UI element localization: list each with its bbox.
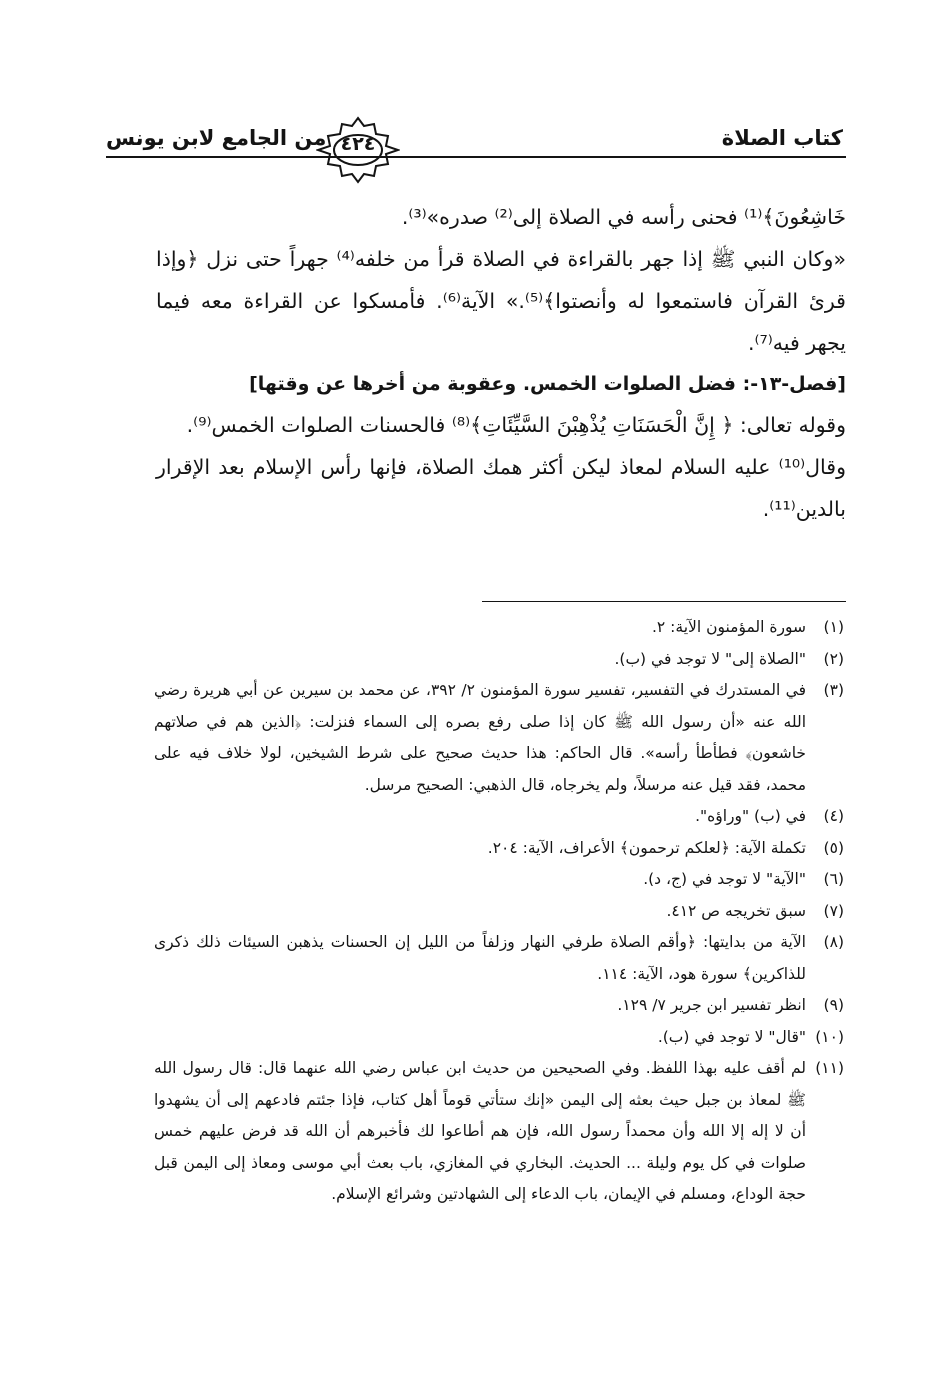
- footnote-number: (٦): [823, 870, 844, 888]
- section-heading: [فصل-١٣-: فضل الصلوات الخمس. وعقوبة من أخرها عن وقتها]: [249, 373, 846, 395]
- footnote-text: سبق تخريجه ص ٤١٢.: [666, 901, 806, 920]
- footnote-text: "قال" لا توجد في (ب).: [657, 1027, 806, 1046]
- footnote-text: "الصلاة إلى" لا توجد في (ب).: [614, 649, 806, 668]
- footnote-number: (١٠): [815, 1027, 844, 1046]
- footnote-2: [154, 644, 844, 676]
- footnote-text: تكملة الآية: ﴿لعلكم ترحمون﴾ الأعراف، الآية: ٢٠٤.: [487, 838, 806, 857]
- footnote-text: في (ب) "وراؤه".: [695, 807, 806, 825]
- footnote-number: (١١): [815, 1059, 844, 1077]
- footnote-1: [154, 612, 844, 644]
- footnote-9: [154, 990, 844, 1022]
- footnote-text: "الآية" لا توجد في (ج، د).: [643, 870, 806, 888]
- footnote-3: [154, 675, 844, 801]
- footnote-number: (٢): [823, 649, 844, 668]
- footnote-number: (٣): [823, 681, 844, 699]
- footnote-10: [154, 1022, 844, 1054]
- paragraph-1: خَاشِعُونَ﴾⁽¹⁾ فحنى رأسه في الصلاة إلى⁽²⁾ صدره»⁽³⁾.: [401, 205, 846, 229]
- footnote-text: سورة المؤمنون الآية: ٢.: [651, 618, 806, 636]
- footnotes: [154, 612, 844, 1211]
- footnote-text: انظر تفسير ابن جرير ٧/ ١٢٩.: [617, 996, 806, 1014]
- page-number: ٤٢٤: [340, 133, 376, 155]
- footnote-separator: [482, 601, 846, 602]
- paragraph-4: وقال⁽¹⁰⁾ عليه السلام لمعاذ ليكن أكثر همك الصلاة، فإنها رأس الإسلام بعد الإقرار بالدين⁽¹¹⁾.: [156, 455, 846, 521]
- footnote-number: (٧): [823, 901, 844, 920]
- footnote-number: (٩): [823, 996, 844, 1014]
- header-rule: [106, 156, 846, 158]
- running-header-source: من الجامع لابن يونس: [106, 126, 327, 150]
- footnote-5: [154, 833, 844, 865]
- footnote-11: [154, 1053, 844, 1211]
- footnote-number: (١): [823, 618, 844, 636]
- footnote-number: (٤): [823, 807, 844, 825]
- footnote-number: (٥): [823, 838, 844, 857]
- footnote-8: [154, 927, 844, 990]
- paragraph-2: «وكان النبي ﷺ إذا جهر بالقراءة في الصلاة قرأ من خلفه⁽⁴⁾ جهراً حتى نزل ﴿وإذا قرئ القرآن فاستمعوا له وأنصتوا﴾⁽⁵⁾.» الآية⁽⁶⁾. فأمسكوا عن القراءة معه فيما يجهر فيه⁽⁷⁾.: [156, 247, 846, 355]
- footnote-text: لم أقف عليه بهذا اللفظ. وفي الصحيحين من حديث ابن عباس رضي الله عنهما قال: قال رسول الله ﷺ لمعاذ بن جبل حيث بعثه إلى اليمن «إنك ستأتي قوماً أهل كتاب، فإذا جئتم فادعهم إلى أن يشهدوا أن لا إله إلا الله وأن محمداً رسول الله، فإن هم أطاعوا لك فأخبرهم أن الله قد فرض عليهم خمس صلوات في كل يوم وليلة ... الحديث. البخاري في المغازي، باب بعث أبي موسى ومعاذ إلى اليمن قبل حجة الوداع، ومسلم في الإيمان، باب الدعاء إلى الشهادتين وشرائع الإسلام.: [154, 1059, 806, 1203]
- footnote-6: [154, 864, 844, 896]
- running-header-section: كتاب الصلاة: [721, 126, 843, 150]
- main-text: [156, 196, 846, 530]
- footnote-number: (٨): [823, 933, 844, 951]
- footnote-text: في المستدرك في التفسير، تفسير سورة المؤمنون ٢/ ٣٩٢، عن محمد بن سيرين عن أبي هريرة رضي الله عنه «أن رسول الله ﷺ كان إذا صلى رفع بصره إلى السماء فنزلت: ﴿الذين هم في صلاتهم خاشعون﴾ فطأطأ رأسه». قال الحاكم: هذا حديث صحيح على شرط الشيخين، لولا خلاف فيه على محمد، فقد قيل عنه مرسلاً، ولم يخرجاه، قال الذهبي: الصحيح مرسل.: [154, 681, 807, 794]
- paragraph-3: وقوله تعالى: ﴿ إِنَّ الْحَسَنَاتِ يُذْهِبْنَ السَّيِّئَاتِ﴾⁽⁸⁾ فالحسنات الصلوات الخمس⁽⁹⁾.: [186, 413, 846, 437]
- footnote-text: الآية من بدايتها: ﴿وأقم الصلاة طرفي النهار وزلفاً من الليل إن الحسنات يذهبن السيئات ذلك ذكرى للذاكرين﴾ سورة هود، الآية: ١١٤.: [154, 933, 806, 983]
- footnote-7: [154, 896, 844, 928]
- footnote-4: [154, 801, 844, 833]
